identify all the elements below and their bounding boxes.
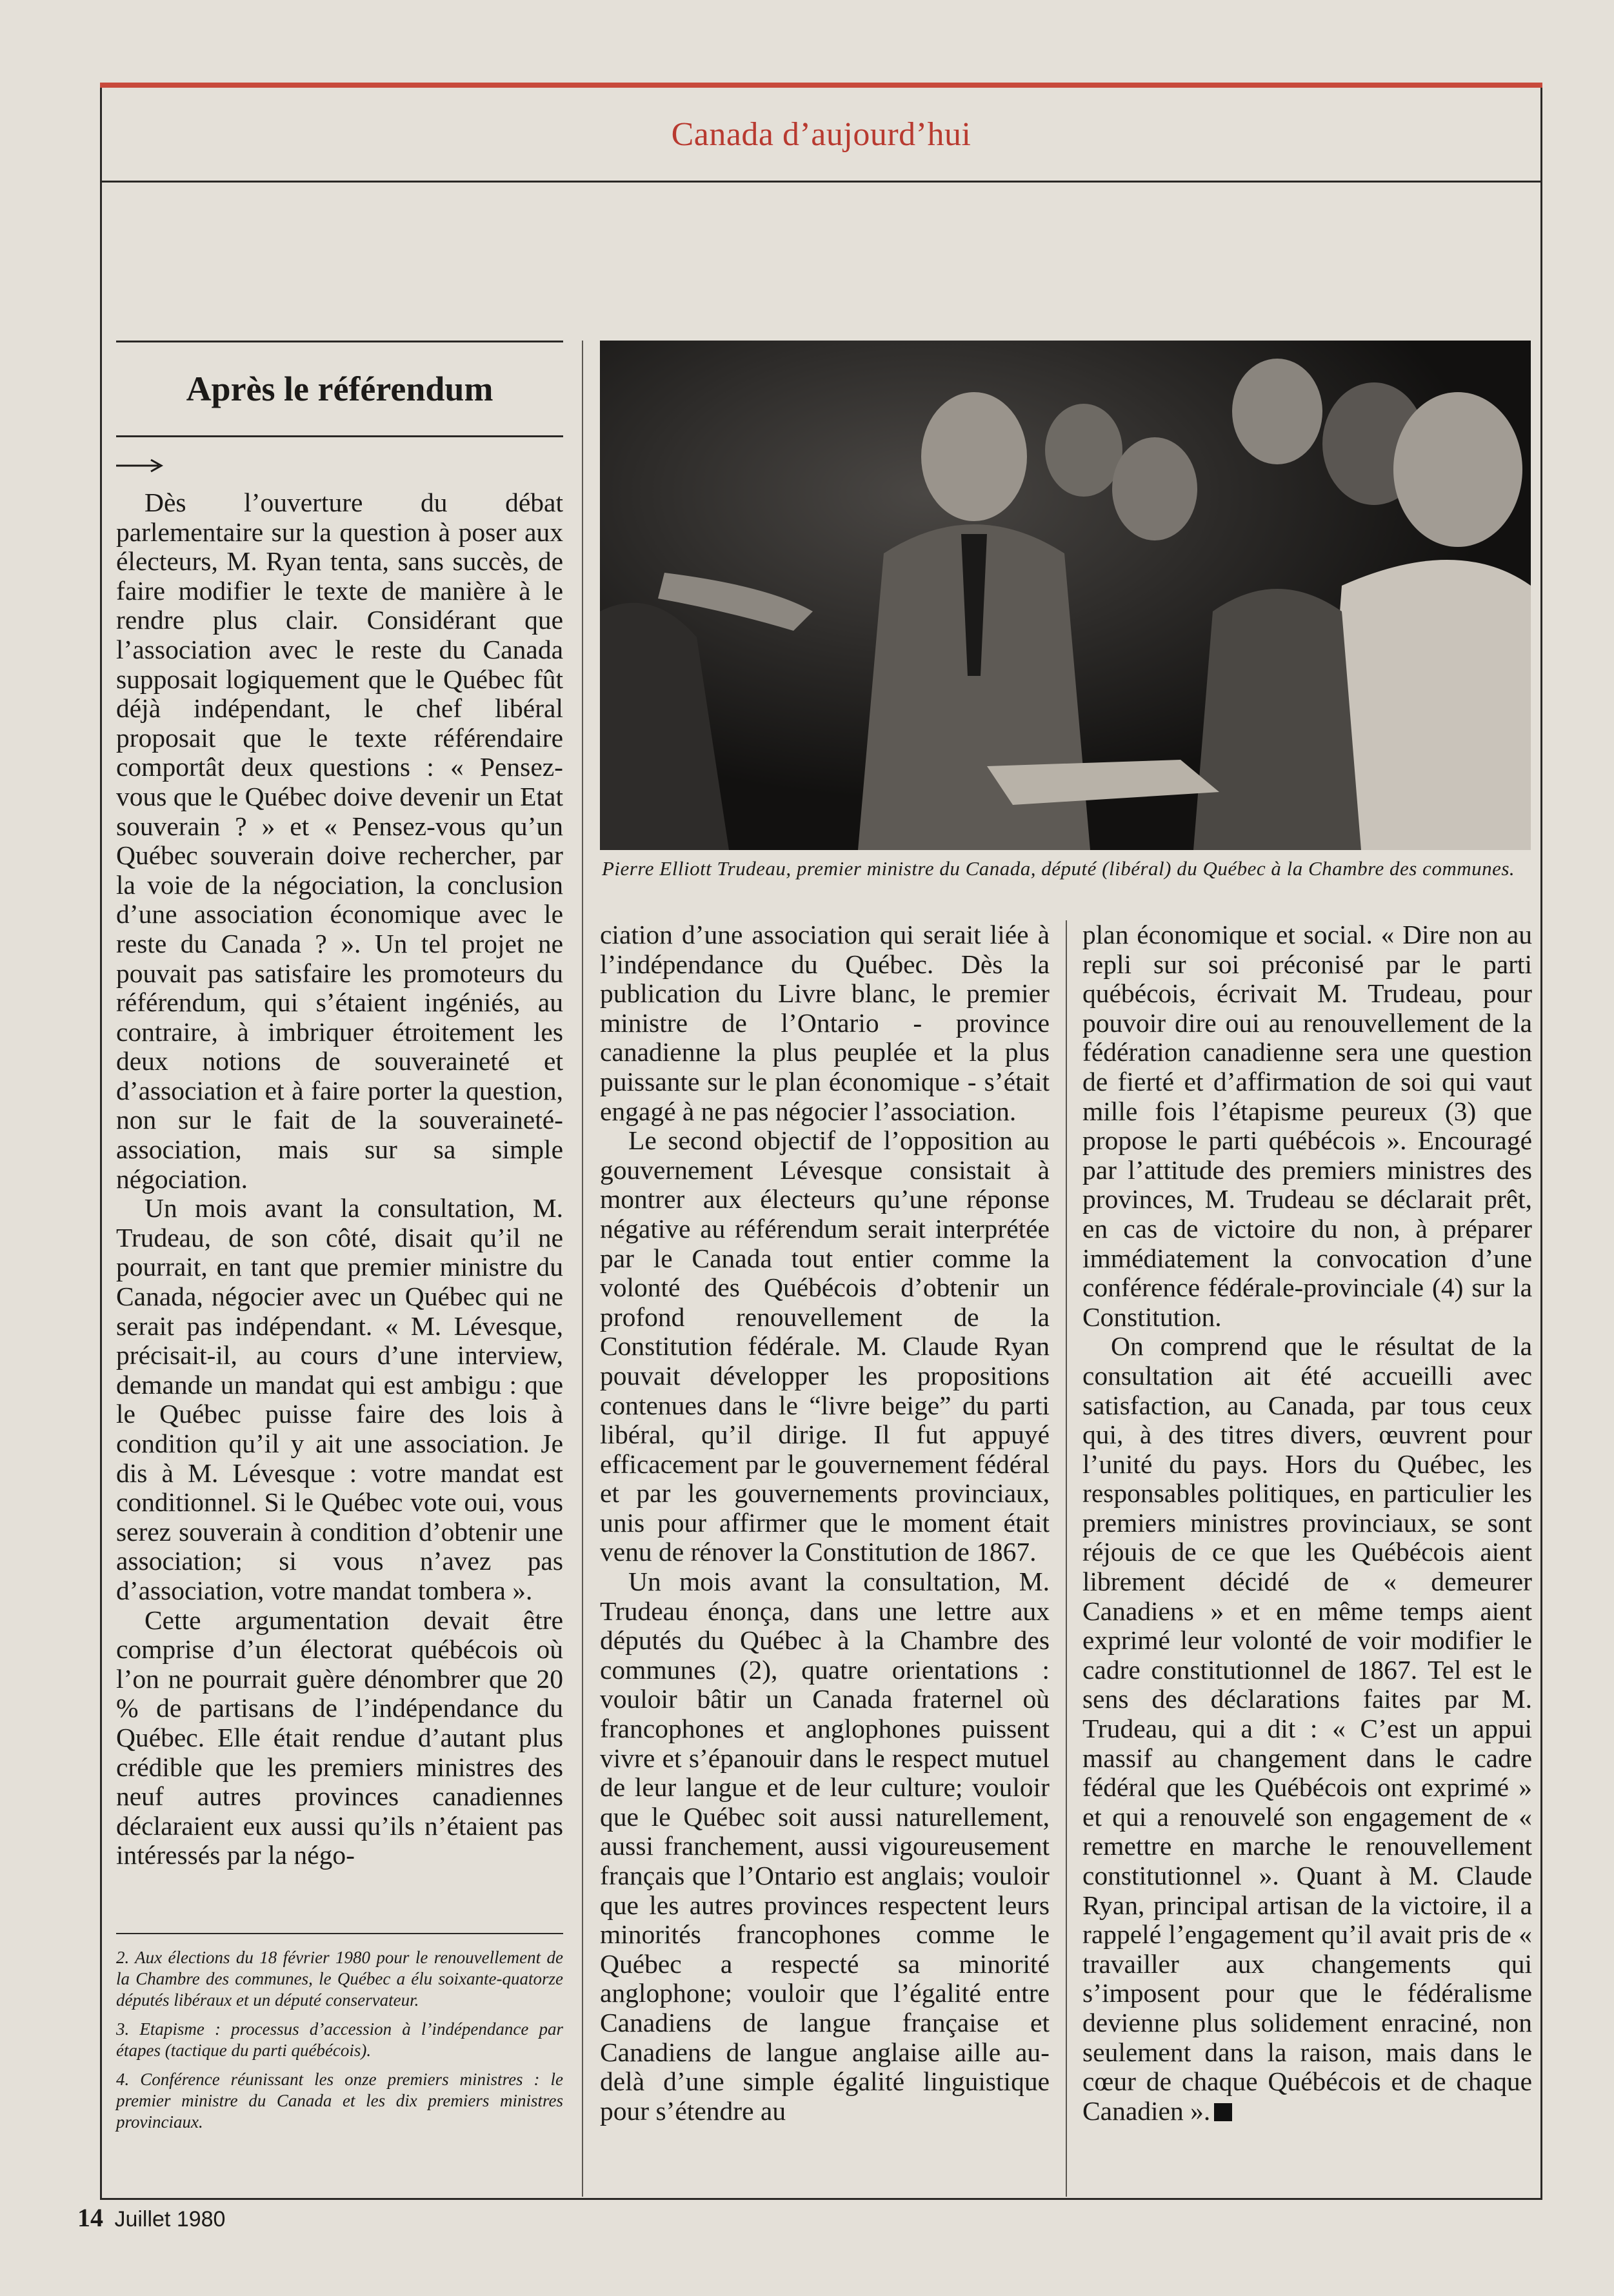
paragraph: ciation d’une association qui serait liée à l’indépendance du Québec. Dès la publication du Livre blanc, le premier ministre de l’Ontario - province canadienne la plus peuplée et la plus puissante sur le plan économique - s’était engagé à ne pas négocier l’association. xyxy=(600,920,1050,1126)
paragraph: Un mois avant la consultation, M. Trudeau énonça, dans une lettre aux députés du Québec à la Chambre des communes (2), quatre orientations : vouloir bâtir un Canada fraternel où francophones et anglophones puissent vivre et s’épanouir dans le respect mutuel de leur langue et de leur culture; vouloir que le Québec soit aussi naturellement, aussi franchement, aussi vigoureusement français que l’Ontario est anglais; vouloir que les autres provinces respectent leurs minorités francophones comme le Québec a respecté sa minorité anglophone; vouloir que l’égalité entre Canadiens de langue française et Canadiens de langue anglaise aille au-delà d’une simple égalité linguistique pour s’étendre au xyxy=(600,1567,1050,2126)
footnote: 2. Aux élections du 18 février 1980 pour le renouvellement de la Chambre des communes, le Québec a élu soixante-quatorze députés libéraux et un député conservateur. xyxy=(116,1948,563,2010)
page-number: 14 xyxy=(77,2203,103,2232)
photo-image xyxy=(600,341,1531,850)
article-column-1 xyxy=(116,488,563,1870)
photo-caption: Pierre Elliott Trudeau, premier ministre du Canada, député (libéral) du Québec à la Chambre des communes. xyxy=(602,857,1515,880)
footnotes xyxy=(116,1933,563,2141)
section-title: Canada d’aujourd’hui xyxy=(671,115,971,153)
footnote: 3. Etapisme : processus d’accession à l’indépendance par étapes (tactique du parti québécois). xyxy=(116,2019,563,2060)
paragraph-text: On comprend que le résultat de la consultation ait été accueilli avec satisfaction, au Canada, par tous ceux qui, à des titres divers, œuvrent pour l’unité du pays. Hors du Québec, les responsables politiques, en particulier les premiers ministres provinciaux, se sont réjouis de ce que les Québécois aient librement décidé de « demeurer Canadiens » et en même temps aient exprimé leur volonté de voir modifier le cadre constitutionnel de 1867. Tel est le sens des déclarations faites par M. Trudeau, qui a dit : « C’est un appui massif au changement dans le cadre fédéral que les Québécois ont exprimé » et qui a renouvelé son engagement de « remettre en marche le renouvellement constitutionnel ». Quant à M. Claude Ryan, principal artisan de la victoire, il a rappelé l’engagement qu’il avait pris de « travailler aux changements qui s’imposent pour que le fédéralisme devienne plus solidement enraciné, non seulement dans la raison, mais dans le cœur de chaque Québécois et de chaque Canadien ». xyxy=(1082,1331,1532,2126)
page-footer xyxy=(77,2202,225,2233)
paragraph xyxy=(1082,1332,1532,2126)
article-title: Après le référendum xyxy=(116,341,563,437)
paragraph: Dès l’ouverture du débat parlementaire sur la question à poser aux électeurs, M. Ryan tenta, sans succès, de faire modifier le texte de manière à le rendre plus clair. Considérant que l’association avec le reste du Canada supposait logiquement que le Québec fût déjà indépendant, le chef libéral proposait que le texte référendaire comportât deux questions : « Pensez-vous que le Québec doive devenir un Etat souverain ? » et « Pensez-vous qu’un Québec souverain doive rechercher, par la voie de la négociation, la conclusion d’une association économique avec le reste du Canada ? ». Un tel projet ne pouvait pas satisfaire les promoteurs du référendum, qui s’étaient ingéniés, au contraire, à imbriquer étroitement les deux notions de souveraineté et d’association et à faire porter la question, non sur le fait de la souveraineté-association, mais sur sa simple négociation. xyxy=(116,488,563,1194)
paragraph: plan économique et social. « Dire non au repli sur soi préconisé par le parti québécois, écrivait M. Trudeau, pour pouvoir dire oui au renouvellement de la fédération canadienne sera une question de fierté et d’affirmation de soi qui vaut mille fois l’étapisme peureux (3) que propose le parti québécois ». Encouragé par l’attitude des premiers ministres des provinces, M. Trudeau se déclarait prêt, en cas de victoire du non, à préparer immédiatement la convocation d’une conférence fédérale-provinciale (4) sur la Constitution. xyxy=(1082,920,1532,1332)
issue-date: Juillet 1980 xyxy=(114,2207,226,2232)
paragraph: Un mois avant la consultation, M. Trudeau, de son côté, disait qu’il ne pourrait, en tant que premier ministre du Canada, négocier avec un Québec qui ne serait pas indépendant. « M. Lévesque, précisait-il, au cours d’une interview, demande un mandat qui est ambigu : que le Québec puisse faire des lois à condition qu’il y ait une association. Je dis à M. Lévesque : votre mandat est conditionnel. Si le Québec vote oui, vous serez souverain à condition d’obtenir une association; si vous n’avez pas d’association, votre mandat tombera ». xyxy=(116,1193,563,1605)
arrow-right-icon xyxy=(115,458,164,473)
end-square-icon xyxy=(1214,2103,1232,2121)
footnote: 4. Conférence réunissant les onze premiers ministres : le premier ministre du Canada et les dix premiers ministres provinciaux. xyxy=(116,2070,563,2132)
photo-trudeau-crowd xyxy=(600,341,1531,850)
paragraph: Le second objectif de l’opposition au gouvernement Lévesque consistait à montrer aux électeurs qu’une réponse négative au référendum serait interprétée par le Canada tout entier comme la volonté des Québécois d’obtenir un profond renouvellement de la Constitution fédérale. M. Claude Ryan pouvait développer les propositions contenues dans le “livre beige” du parti libéral, qu’il dirige. Il fut appuyé efficacement par le gouvernement fédéral et par les gouvernements provinciaux, unis pour affirmer que le moment était venu de rénover la Constitution de 1867. xyxy=(600,1125,1050,1567)
column-rule xyxy=(582,341,583,2197)
page-header xyxy=(102,88,1540,183)
article-column-2 xyxy=(600,920,1050,2126)
paragraph: Cette argumentation devait être comprise d’un électorat québécois où l’on ne pourrait guère dénombrer que 20 % de partisans de l’indépendance du Québec. Elle était rendue d’autant plus crédible que les premiers ministres des neuf autres provinces canadiennes déclaraient eux aussi qu’ils n’étaient pas intéressés par la négo- xyxy=(116,1605,563,1870)
column-rule xyxy=(1066,920,1067,2197)
article-column-3 xyxy=(1082,920,1532,2126)
